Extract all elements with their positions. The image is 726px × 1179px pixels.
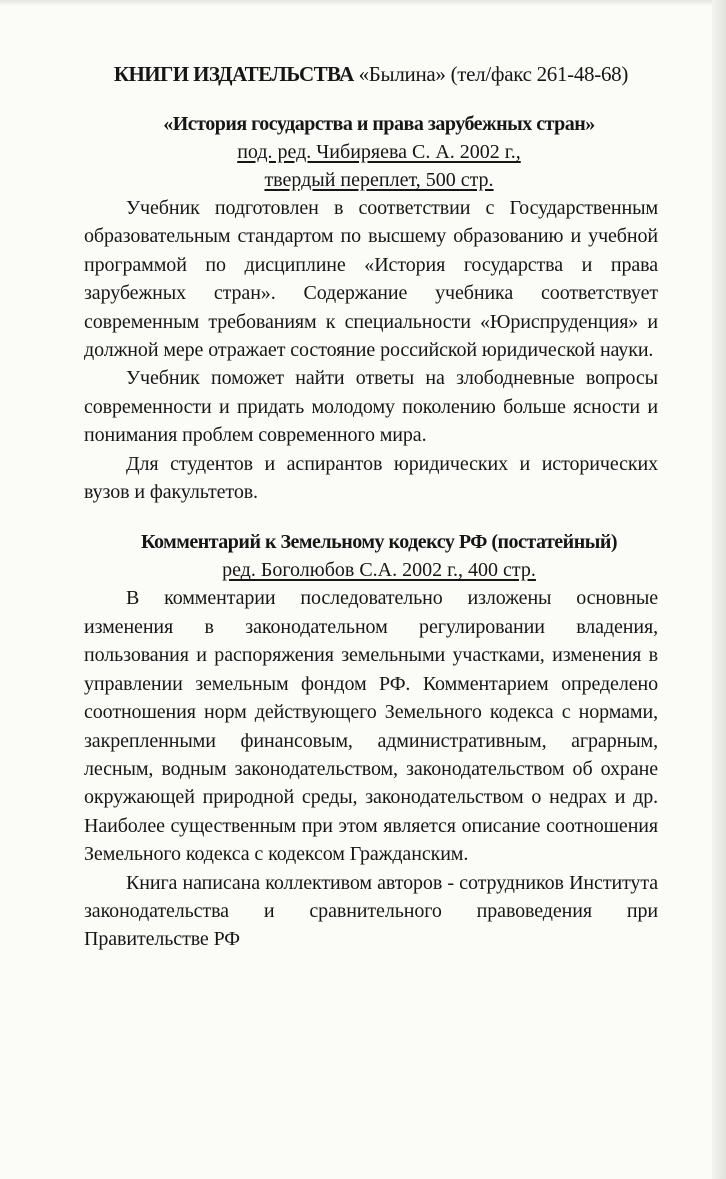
book-editor-info: под. ред. Чибиряева С. А. 2002 г., [237,141,521,163]
book-editor-info: ред. Боголюбов С.А. 2002 г., 400 стр. [222,559,536,582]
book-title: Комментарий к Земельному кодексу РФ (постатейный) [140,531,618,554]
page-content [84,60,658,954]
book-description-paragraph: Книга написана коллективом авторов - сотрудников Института законодательства и сравнительного правоведения при Правительстве РФ [84,871,658,951]
book-entry-land-code [84,528,658,953]
book-entry-history [84,110,658,506]
page-top-edge [0,0,726,6]
book-description-paragraph: Учебник поможет найти ответы на злободневные вопросы современности и придать молодому поколению больше ясности и понимания проблем современного мира. [84,367,658,447]
page-right-edge [712,0,726,1179]
publisher-header [84,60,658,88]
book-description-paragraph: В комментарии последовательно изложены основные изменения в законодательном регулировании владения, пользования и распоряжения земельными участками, изменения в управлении земельным фондом РФ. Комментарием определено соотношения норм действующего Земельного кодекса с нормами, закрепленными финансовым, административным, аграрным, лесным, водным законодательством, законодательством об охране окружающей природной среды, законодательством о недрах и др. Наиболее существенным при этом является описание соотношения Земельного кодекса с кодексом Гражданским. [84,587,658,866]
book-description-paragraph: Для студентов и аспирантов юридических и исторических вузов и факультетов. [84,452,658,504]
book-title: «История государства и права зарубежных стран» [163,113,595,135]
book-description-paragraph: Учебник подготовлен в соответствии с Государственным образовательным стандартом по высшему образованию и учебной программой по дисциплине «История государства и права зарубежных стран». Содержание учебника соответствует современным требованиям к специальности «Юриспруденция» и должной мере отражает состояние российской юридической науки. [84,197,658,362]
publisher-label: КНИГИ ИЗДАТЕЛЬСТВА [113,62,354,86]
book-binding-info: твердый переплет, 500 стр. [264,169,494,191]
publisher-contact: «Былина» (тел/факс 261-48-68) [353,62,629,86]
